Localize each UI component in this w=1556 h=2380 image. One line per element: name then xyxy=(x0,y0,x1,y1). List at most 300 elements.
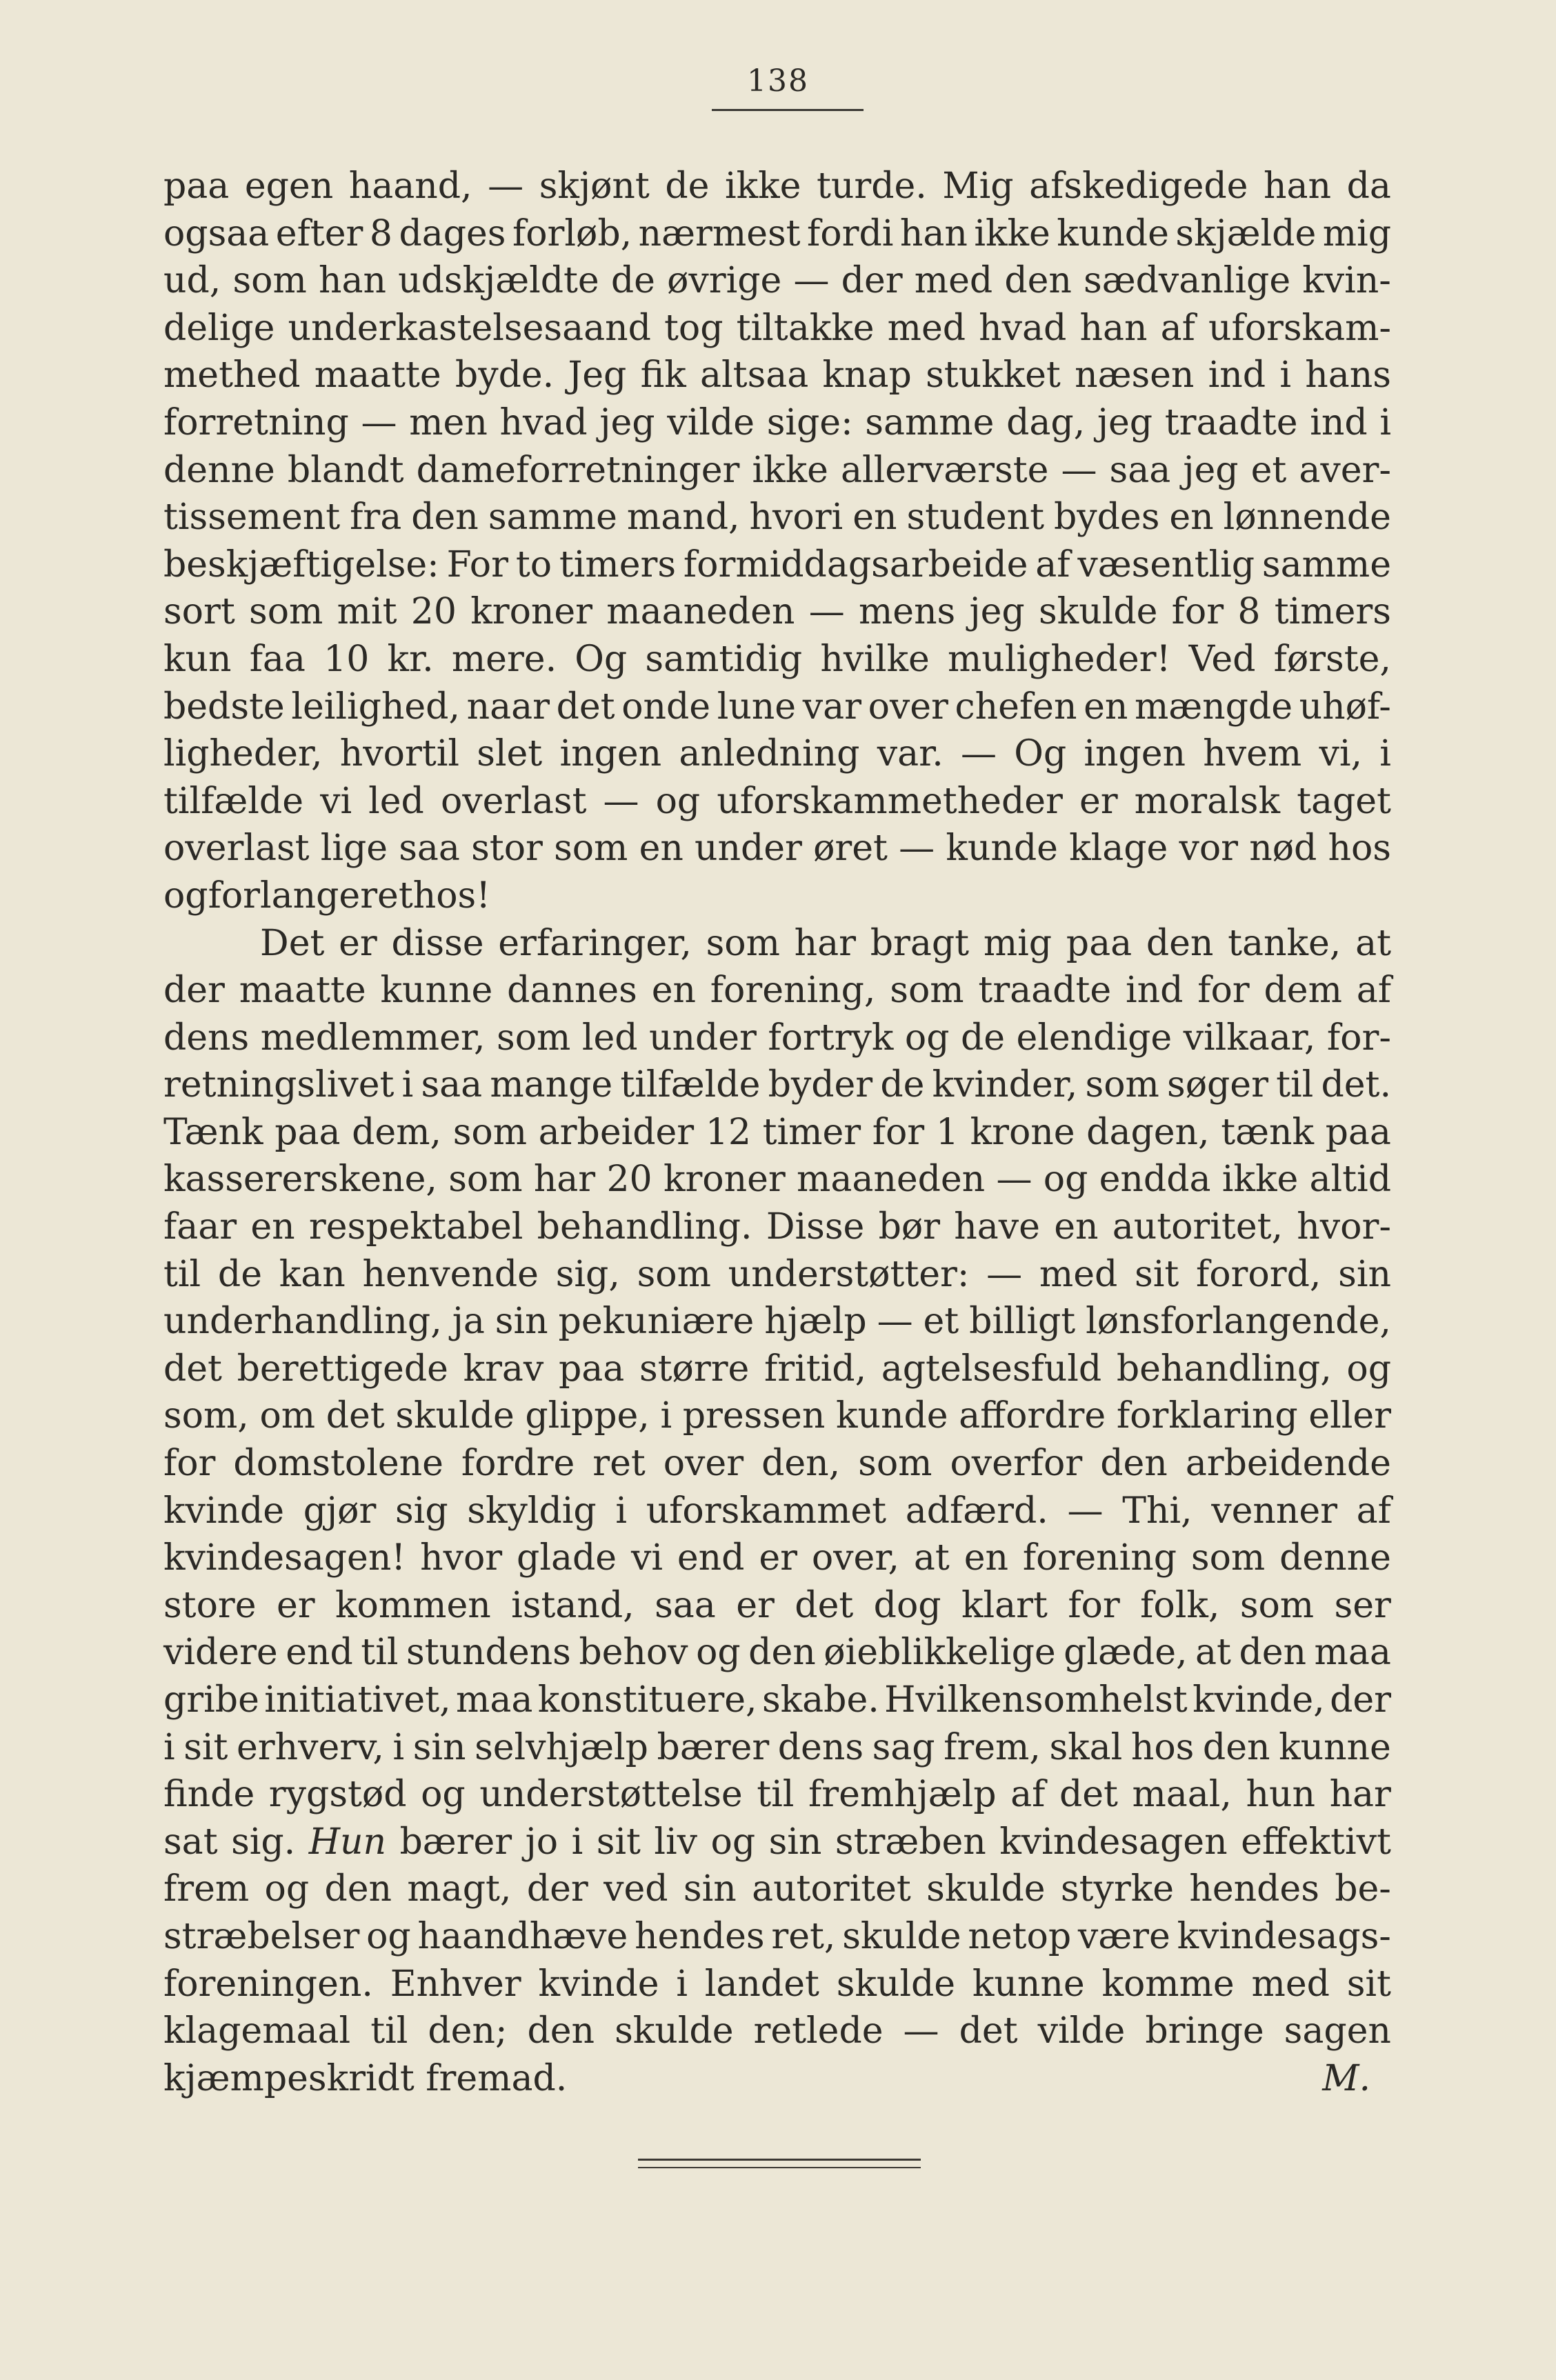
word: slet xyxy=(477,733,543,775)
word: dages xyxy=(399,212,506,254)
word: krav xyxy=(463,1348,544,1390)
word: altsaa xyxy=(700,354,809,397)
word: behandling, xyxy=(1116,1348,1332,1390)
word: maal, xyxy=(1132,1774,1232,1816)
word: om xyxy=(259,1395,316,1437)
word: leilighed, xyxy=(291,686,460,728)
word: udskjældte xyxy=(398,260,599,302)
text-line xyxy=(163,636,1391,683)
word: kroner xyxy=(663,1159,786,1201)
word: bedste xyxy=(163,686,285,728)
word: Enhver xyxy=(390,1963,521,2005)
word: ved xyxy=(604,1868,668,1910)
word: er xyxy=(1079,780,1118,822)
word: ja xyxy=(452,1301,485,1343)
word: kunne xyxy=(1279,1726,1391,1768)
word: dag, xyxy=(1006,401,1086,443)
word: som, xyxy=(163,1395,249,1437)
word: saa xyxy=(1109,449,1171,491)
word: i xyxy=(401,1064,414,1106)
word: den xyxy=(324,1868,392,1910)
word: som xyxy=(448,1159,523,1201)
text-line xyxy=(163,1346,1391,1393)
word: ret xyxy=(360,874,413,917)
word: fremhjælp xyxy=(808,1774,997,1816)
word: kunne xyxy=(972,1963,1085,2005)
word: som xyxy=(1190,1537,1266,1579)
word: hvilke xyxy=(820,638,930,680)
word: retlede xyxy=(753,2010,884,2052)
word: den xyxy=(527,2010,595,2052)
word: paa xyxy=(163,166,230,207)
word: klage xyxy=(1069,828,1168,870)
word: Det xyxy=(260,922,325,964)
word: agtelsesfuld xyxy=(881,1348,1102,1390)
word: tænk xyxy=(1221,1111,1314,1153)
text-line xyxy=(163,1156,1391,1203)
word: be- xyxy=(1335,1868,1391,1910)
text-line xyxy=(163,588,1391,636)
word: led xyxy=(368,780,424,822)
word: kvindesagen xyxy=(999,1821,1228,1863)
word: muligheder! xyxy=(947,638,1171,680)
text-line xyxy=(163,305,1391,352)
word: aver- xyxy=(1299,449,1391,491)
word: tog xyxy=(664,307,724,349)
word: fik xyxy=(640,354,686,397)
word: — xyxy=(877,1301,913,1343)
word: han xyxy=(1079,307,1148,349)
word: i xyxy=(1379,401,1391,443)
word: nød xyxy=(1249,828,1317,870)
text-line xyxy=(163,920,1391,968)
word: kunde xyxy=(1057,212,1169,254)
text-line xyxy=(163,257,1391,305)
word: hvortil xyxy=(339,733,459,775)
word: er xyxy=(276,1584,315,1626)
word: timers xyxy=(1274,591,1391,633)
word: sig, xyxy=(555,1253,620,1295)
word: dagen, xyxy=(1086,1111,1210,1153)
word: foreningen. xyxy=(163,1963,373,2005)
word: Og xyxy=(575,638,628,680)
word: hvor- xyxy=(1297,1206,1391,1248)
word: som xyxy=(890,970,964,1012)
word: kr. xyxy=(387,638,434,680)
word: at xyxy=(1195,1632,1231,1674)
text-line xyxy=(163,1724,1391,1772)
word: som xyxy=(1239,1584,1315,1626)
word: saa xyxy=(655,1584,716,1626)
text-line xyxy=(163,778,1391,826)
word: beskjæftigelse: xyxy=(163,543,439,586)
word: i xyxy=(1379,733,1391,775)
word: har xyxy=(1329,1774,1391,1816)
word: nærmest xyxy=(638,212,801,254)
word: uhøf- xyxy=(1299,686,1391,728)
word: to xyxy=(515,543,552,586)
word: til xyxy=(370,2010,408,2052)
word: samme xyxy=(865,401,995,443)
word: har xyxy=(794,922,857,964)
word: — xyxy=(488,166,524,207)
word: der xyxy=(163,970,225,1012)
word: 1 xyxy=(935,1111,959,1153)
text-line xyxy=(163,1961,1391,2008)
word: kvindesagen! xyxy=(163,1537,406,1579)
word: student xyxy=(906,497,1044,539)
word: stundens xyxy=(406,1632,571,1674)
word: som xyxy=(1085,1064,1159,1106)
word: med xyxy=(1039,1253,1118,1295)
word: vi xyxy=(630,1537,663,1579)
word: sig xyxy=(395,1490,448,1532)
word: kvinder, xyxy=(932,1064,1078,1106)
word: uforskammet xyxy=(646,1490,887,1532)
word: understøtter: xyxy=(728,1253,970,1295)
word: da xyxy=(1346,166,1391,207)
word: hendes xyxy=(635,1915,765,1957)
word: haandhæve xyxy=(417,1915,628,1957)
word: han xyxy=(899,212,968,254)
word: underkastelsesaand xyxy=(288,307,651,349)
word: maa xyxy=(456,1679,533,1721)
word: moralsk xyxy=(1134,780,1280,822)
word: dens xyxy=(163,1017,250,1059)
word: turde. xyxy=(817,166,927,207)
word: Hvilkensomhelst xyxy=(884,1679,1188,1721)
word: autoritet xyxy=(752,1868,911,1910)
word: underhandling, xyxy=(163,1301,442,1343)
text-line xyxy=(163,210,1391,258)
word: egen xyxy=(244,166,334,207)
word: tissement xyxy=(163,497,341,539)
word: øieblikkelige xyxy=(824,1632,1056,1674)
word: rygstød xyxy=(268,1774,407,1816)
word: under xyxy=(648,1017,757,1059)
word: vilkaar, xyxy=(1183,1017,1316,1059)
word: liv xyxy=(654,1821,698,1863)
word: de xyxy=(665,166,710,207)
word: have xyxy=(954,1206,1040,1248)
word: skulde xyxy=(615,2010,734,2052)
word: maaneden xyxy=(606,591,795,633)
word: med xyxy=(887,307,966,349)
word: skal xyxy=(1049,1726,1123,1768)
word: netop xyxy=(968,1915,1072,1957)
word: ikke xyxy=(752,449,828,491)
word: sat xyxy=(163,1821,218,1863)
word: bærer xyxy=(657,1726,770,1768)
word: den, xyxy=(761,1443,841,1485)
word: en xyxy=(1054,1206,1099,1248)
word: 8 xyxy=(1237,591,1261,633)
word: mere. xyxy=(451,638,557,680)
word: vi xyxy=(320,780,352,822)
word: forord, xyxy=(1196,1253,1321,1295)
word: sin xyxy=(683,1868,737,1910)
word: hans xyxy=(1305,354,1391,397)
text-line xyxy=(163,399,1391,447)
word: maatte xyxy=(314,354,441,397)
word: er xyxy=(736,1584,775,1626)
word: den xyxy=(1202,1726,1270,1768)
word: tiltakke xyxy=(736,307,875,349)
word: sin xyxy=(1338,1253,1391,1295)
word: naar xyxy=(466,686,550,728)
word: tanke, xyxy=(1228,922,1341,964)
word: efter xyxy=(275,212,363,254)
text-line xyxy=(163,1488,1391,1535)
word: at xyxy=(913,1537,950,1579)
word: søger xyxy=(1167,1064,1268,1106)
word: dens xyxy=(777,1726,864,1768)
word: sin xyxy=(495,1301,548,1343)
word: som xyxy=(706,922,780,964)
word: kvinde xyxy=(163,1490,285,1532)
word: for- xyxy=(1326,1017,1391,1059)
word: for xyxy=(1197,970,1250,1012)
text-line xyxy=(163,1534,1391,1582)
text-line xyxy=(163,1866,1391,1913)
text-line xyxy=(163,1913,1391,1961)
word: krone xyxy=(970,1111,1075,1153)
word: jo xyxy=(525,1821,559,1863)
word: sige: xyxy=(766,401,853,443)
word: det xyxy=(163,1348,222,1390)
word: er xyxy=(759,1537,797,1579)
text-line xyxy=(163,1014,1391,1062)
text-line xyxy=(163,730,1391,778)
word: ikke xyxy=(974,212,1050,254)
word: selvhjælp xyxy=(475,1726,648,1768)
word: hun xyxy=(1246,1774,1315,1816)
word: pekuniære xyxy=(558,1301,755,1343)
word: skulde xyxy=(1039,591,1158,633)
text-line xyxy=(163,683,1391,731)
word: blandt xyxy=(287,449,404,491)
word: hendes xyxy=(1189,1868,1319,1910)
word: 12 xyxy=(705,1111,751,1153)
word: gribe xyxy=(163,1679,259,1721)
word: mængde xyxy=(1134,686,1293,728)
word: forening xyxy=(1022,1537,1177,1579)
word: gjør xyxy=(303,1490,377,1532)
word: over xyxy=(663,1443,744,1485)
word: eller xyxy=(1308,1395,1391,1437)
word: — xyxy=(808,591,845,633)
word: en xyxy=(639,828,684,870)
word: øret xyxy=(813,828,888,870)
header-rule xyxy=(712,109,864,111)
word: kvin- xyxy=(1302,260,1391,302)
word: faar xyxy=(163,1206,237,1248)
word: altid xyxy=(1309,1159,1391,1201)
word: forklaring xyxy=(1116,1395,1298,1437)
word: klagemaal xyxy=(163,2010,351,2052)
word: større xyxy=(639,1348,750,1390)
word: kun xyxy=(163,638,232,680)
word: traadte xyxy=(978,970,1112,1012)
word: dog xyxy=(873,1584,941,1626)
text-line xyxy=(163,541,1391,589)
word: jeg xyxy=(1183,449,1239,491)
word: skjælde xyxy=(1175,212,1317,254)
word: var. xyxy=(877,733,944,775)
word: mit xyxy=(337,591,397,633)
author-signature: M. xyxy=(1322,2057,1370,2099)
word: styrke xyxy=(1060,1868,1175,1910)
word: og xyxy=(366,1915,411,1957)
word: byde. xyxy=(455,354,555,397)
word: henvende xyxy=(362,1253,539,1295)
word: overlast xyxy=(163,828,310,870)
word: som xyxy=(232,260,307,302)
word: timers xyxy=(559,543,677,586)
word: klart xyxy=(961,1584,1048,1626)
word: — xyxy=(603,780,639,822)
word: som xyxy=(249,591,323,633)
word: af xyxy=(1010,1774,1046,1816)
word: Jeg xyxy=(568,354,627,397)
word: der xyxy=(841,260,903,302)
word: hjælp xyxy=(764,1301,867,1343)
word: formiddagsarbeide xyxy=(683,543,1028,586)
word: det xyxy=(556,686,615,728)
word: bør xyxy=(878,1206,941,1248)
word: og xyxy=(1346,1348,1391,1390)
word: denne xyxy=(1279,1537,1391,1579)
word: forretning xyxy=(163,401,349,443)
word: og xyxy=(264,1868,310,1910)
word: kunde xyxy=(946,828,1058,870)
word: den; xyxy=(428,2010,508,2052)
word: maa xyxy=(1314,1632,1391,1674)
word: fordi xyxy=(807,212,894,254)
word: under xyxy=(695,828,802,870)
word: behandling. xyxy=(537,1206,752,1248)
word: respektabel xyxy=(308,1206,523,1248)
word: sag xyxy=(872,1726,935,1768)
word: fritid, xyxy=(764,1348,867,1390)
word: kvinde xyxy=(538,1963,659,2005)
text-line xyxy=(163,1298,1391,1346)
text-line xyxy=(163,352,1391,399)
word: pressen xyxy=(682,1395,826,1437)
word: der xyxy=(526,1868,588,1910)
word: forløb, xyxy=(512,212,632,254)
word: understøttelse xyxy=(479,1774,743,1816)
word: en xyxy=(964,1537,1008,1579)
word: sædvanlige xyxy=(1084,260,1291,302)
word: ind xyxy=(1208,354,1266,397)
word: ogsaa xyxy=(163,212,270,254)
word: over xyxy=(868,686,948,728)
word: dem, xyxy=(352,1111,442,1153)
word: uforskammetheder xyxy=(717,780,1063,822)
word: i xyxy=(392,1726,405,1768)
word: den xyxy=(1100,1443,1168,1485)
word: en xyxy=(1169,497,1214,539)
word: haand, xyxy=(348,166,472,207)
word: kvinde, xyxy=(1193,1679,1325,1721)
text-line xyxy=(163,447,1391,494)
word: som xyxy=(554,828,628,870)
word: og xyxy=(655,780,701,822)
text-line xyxy=(163,1251,1391,1299)
word: methed xyxy=(163,354,301,397)
word: det xyxy=(795,1584,854,1626)
word: de xyxy=(960,1017,1006,1059)
word: magt, xyxy=(407,1868,512,1910)
word: berettigede xyxy=(237,1348,448,1390)
word: over, xyxy=(811,1537,900,1579)
word: saa xyxy=(399,828,460,870)
word: sin xyxy=(412,1726,466,1768)
word: istand, xyxy=(511,1584,635,1626)
word: endda xyxy=(1099,1159,1211,1201)
word: lønsforlangende, xyxy=(1086,1301,1391,1343)
word: — xyxy=(960,733,997,775)
word: glippe, xyxy=(525,1395,650,1437)
word: 20 xyxy=(606,1159,652,1201)
word: af xyxy=(1356,970,1391,1012)
text-line xyxy=(163,1629,1391,1677)
word: kroner xyxy=(470,591,592,633)
word: stræbelser xyxy=(163,1915,360,1957)
word: dannes xyxy=(507,970,637,1012)
word: samme xyxy=(1261,543,1391,586)
word: timer xyxy=(762,1111,861,1153)
word: dameforretninger xyxy=(416,449,740,491)
word: arbeider xyxy=(538,1111,695,1153)
word: — xyxy=(996,1159,1033,1201)
word: saa xyxy=(421,1064,483,1106)
word: for xyxy=(1068,1584,1120,1626)
end-rule-secondary xyxy=(638,2167,921,2168)
word: de xyxy=(217,1253,262,1295)
word: i xyxy=(1279,354,1291,397)
word: erhverv, xyxy=(237,1726,384,1768)
word: maaneden xyxy=(797,1159,986,1201)
word: overfor xyxy=(950,1443,1083,1485)
word: kunne xyxy=(380,970,493,1012)
word: frem xyxy=(163,1868,250,1910)
word: 8 xyxy=(369,212,392,254)
word: — xyxy=(903,2010,939,2052)
word: for xyxy=(872,1111,925,1153)
word: lune xyxy=(717,686,797,728)
word: glæde, xyxy=(1064,1632,1188,1674)
word: Og xyxy=(1014,733,1067,775)
word: har xyxy=(533,1159,596,1201)
word: skyldig xyxy=(467,1490,597,1532)
word: arbeidende xyxy=(1185,1443,1391,1485)
word: til xyxy=(163,1253,201,1295)
word: effektivt xyxy=(1241,1821,1391,1863)
text-line xyxy=(163,163,1391,210)
word: vilde xyxy=(1037,2010,1126,2052)
word: Thi, xyxy=(1122,1490,1193,1532)
text-line xyxy=(163,1819,1391,1866)
word: af xyxy=(1035,543,1070,586)
word: — xyxy=(986,1253,1023,1295)
word: hvad xyxy=(499,401,588,443)
word: medlemmer, xyxy=(260,1017,486,1059)
word: sin xyxy=(768,1821,822,1863)
word: være xyxy=(1077,1915,1170,1957)
word: traadte xyxy=(1164,401,1298,443)
